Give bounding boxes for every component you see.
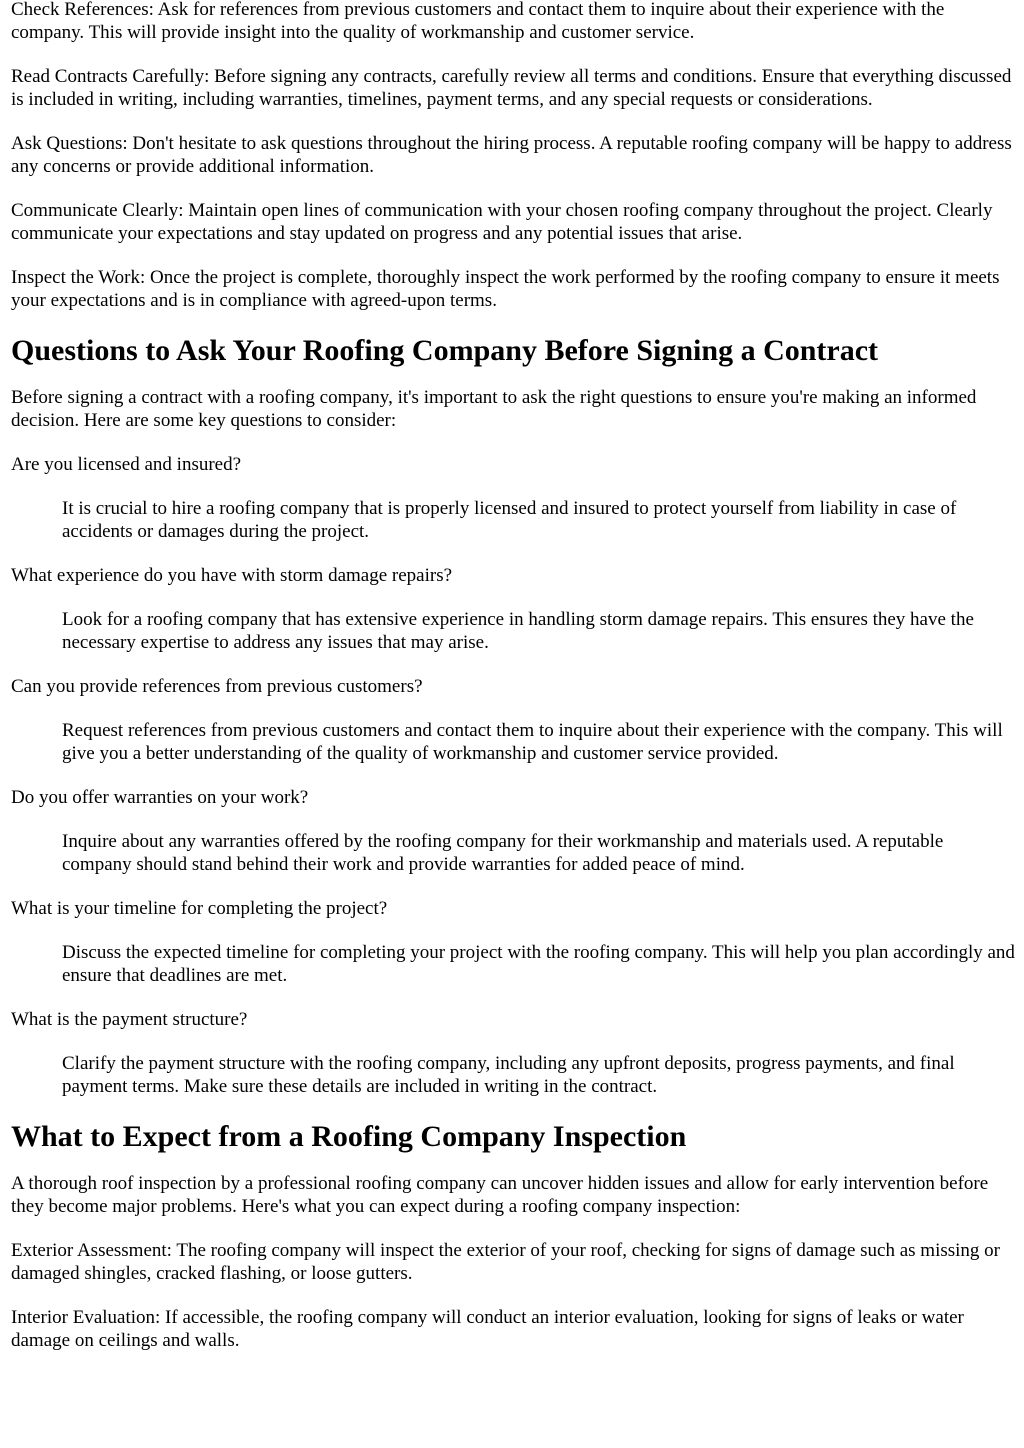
intro-paragraph-check-references: Check References: Ask for references from previous customers and contact them to inquire about their experience with the company. This will provide insight into the quality of workmanship and customer service. bbox=[11, 0, 945, 43]
answer-item: Clarify the payment structure with the roofing company, including any upfront deposits, progress payments, and final payment terms. Make sure these details are included in writing in the contract. bbox=[62, 1053, 955, 1097]
answer-item: Inquire about any warranties offered by the roofing company for their workmanship and materials used. A reputable company should stand behind their work and provide warranties for added peace of mind. bbox=[62, 831, 944, 875]
section-heading-questions: Questions to Ask Your Roofing Company Before Signing a Contract bbox=[11, 334, 879, 367]
inspection-paragraph-interior: Interior Evaluation: If accessible, the roofing company will conduct an interior evaluation, looking for signs of leaks or water damage on ceilings and walls. bbox=[11, 1307, 964, 1351]
question-item: Do you offer warranties on your work? bbox=[11, 787, 309, 808]
answer-item: It is crucial to hire a roofing company that is properly licensed and insured to protect yourself from liability in case of accidents or damages during the project. bbox=[62, 498, 957, 542]
answer-item: Look for a roofing company that has extensive experience in handling storm damage repairs. This ensures they have the necessary expertise to address any issues that may arise. bbox=[62, 609, 974, 653]
answer-item: Request references from previous customers and contact them to inquire about their experience with the company. This will give you a better understanding of the quality of workmanship and customer service provided. bbox=[62, 720, 1003, 764]
question-item: What is your timeline for completing the project? bbox=[11, 898, 388, 919]
question-item: Can you provide references from previous customers? bbox=[11, 676, 423, 697]
section-heading-inspection: What to Expect from a Roofing Company Inspection bbox=[11, 1120, 687, 1153]
inspection-paragraph-exterior: Exterior Assessment: The roofing company will inspect the exterior of your roof, checking for signs of damage such as missing or damaged shingles, cracked flashing, or loose gutters. bbox=[11, 1240, 1001, 1284]
question-item: What is the payment structure? bbox=[11, 1009, 248, 1030]
intro-paragraph-inspect-work: Inspect the Work: Once the project is complete, thoroughly inspect the work performed by the roofing company to ensure it meets your expectations and is in compliance with agreed-upon terms. bbox=[11, 267, 1000, 311]
intro-paragraph-read-contracts: Read Contracts Carefully: Before signing any contracts, carefully review all terms and conditions. Ensure that everything discussed is included in writing, including warranties, timelines, payment terms, and any special requests or considerations. bbox=[11, 66, 1012, 110]
question-item: Are you licensed and insured? bbox=[11, 454, 242, 475]
document-page bbox=[11, 0, 1016, 1373]
question-item: What experience do you have with storm damage repairs? bbox=[11, 565, 453, 586]
inspection-intro: A thorough roof inspection by a professional roofing company can uncover hidden issues and allow for early intervention before they become major problems. Here's what you can expect during a roofing company inspection: bbox=[11, 1173, 989, 1217]
intro-paragraph-ask-questions: Ask Questions: Don't hesitate to ask questions throughout the hiring process. A reputable roofing company will be happy to address any concerns or provide additional information. bbox=[11, 133, 1012, 177]
questions-intro: Before signing a contract with a roofing company, it's important to ask the right questions to ensure you're making an informed decision. Here are some key questions to consider: bbox=[11, 387, 977, 431]
intro-paragraph-communicate: Communicate Clearly: Maintain open lines of communication with your chosen roofing company throughout the project. Clearly communicate your expectations and stay updated on progress and any potential issues that arise. bbox=[11, 200, 993, 244]
question-list bbox=[11, 453, 1016, 1098]
answer-item: Discuss the expected timeline for completing your project with the roofing company. This will help you plan accordingly and ensure that deadlines are met. bbox=[62, 942, 1015, 986]
